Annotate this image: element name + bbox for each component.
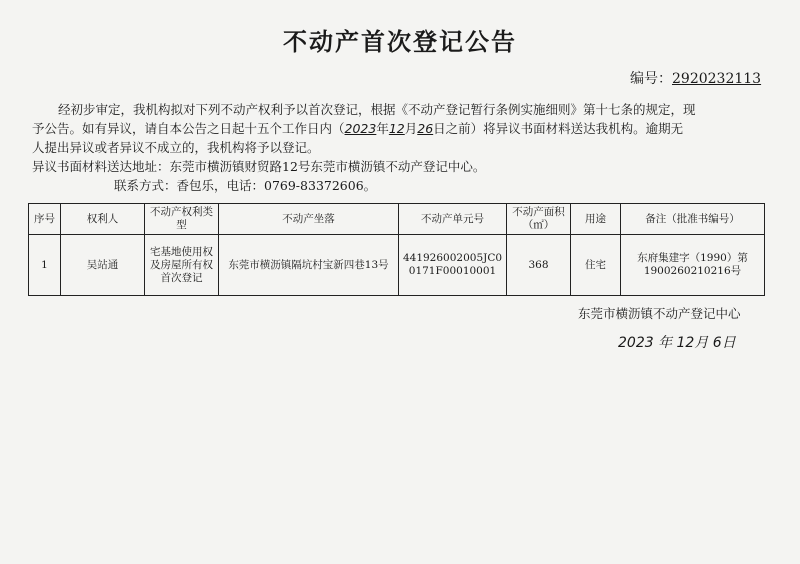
table-header-row xyxy=(29,204,765,235)
header-remark: 备注（批准书编号） xyxy=(621,204,765,235)
deadline-month-suffix: 月 xyxy=(404,121,418,136)
doc-number-label: 编号： xyxy=(630,71,672,87)
issue-date: 2023 年 12月 6日 xyxy=(618,335,736,351)
cell-area: 368 xyxy=(507,235,571,296)
issuing-org: 东莞市横沥镇不动产登记中心 xyxy=(578,306,741,321)
cell-unit-no: 441926002005JC00171F00010001 xyxy=(399,235,507,296)
cell-right-type: 宅基地使用权及房屋所有权首次登记 xyxy=(145,235,219,296)
doc-number xyxy=(630,68,761,88)
header-unit-no: 不动产单元号 xyxy=(399,204,507,235)
header-location: 不动产坐落 xyxy=(219,204,399,235)
header-area: 不动产面积（㎡） xyxy=(507,204,571,235)
header-right-type: 不动产权利类型 xyxy=(145,204,219,235)
body-line-2-b: 日之前）将异议书面材料送达我机构。逾期无 xyxy=(433,121,684,136)
deadline-year: 2023 xyxy=(344,121,377,136)
cell-location: 东莞市横沥镇隔坑村宝新四巷13号 xyxy=(219,235,399,296)
header-seq: 序号 xyxy=(29,204,61,235)
registration-table xyxy=(28,203,765,296)
table-row xyxy=(29,235,765,296)
cell-remark: 东府集建字（1990）第1900260210216号 xyxy=(621,235,765,296)
header-usage: 用途 xyxy=(571,204,621,235)
deadline-day: 26 xyxy=(417,121,434,136)
deadline-year-suffix: 年 xyxy=(376,121,389,136)
body-line-2 xyxy=(32,119,772,138)
doc-number-value: 2920232113 xyxy=(672,71,762,87)
cell-usage: 住宅 xyxy=(571,235,621,296)
body-line-5: 联系方式：香包乐，电话：0769-83372606。 xyxy=(114,178,377,193)
body-line-2-a: 予公告。如有异议，请自本公告之日起十五个工作日内（ xyxy=(32,121,345,136)
cell-owner: 吴站通 xyxy=(61,235,145,296)
cell-seq: 1 xyxy=(29,235,61,296)
header-owner: 权利人 xyxy=(61,204,145,235)
page-title: 不动产首次登记公告 xyxy=(283,27,517,56)
deadline-month: 12 xyxy=(388,121,405,136)
body-line-1: 经初步审定，我机构拟对下列不动产权利予以首次登记，根据《不动产登记暂行条例实施细则》第十七条的规定，现 xyxy=(58,102,696,117)
body-line-3: 人提出异议或者异议不成立的，我机构将予以登记。 xyxy=(32,140,320,155)
body-line-4: 异议书面材料送达地址：东莞市横沥镇财贸路12号东莞市横沥镇不动产登记中心。 xyxy=(32,159,486,174)
